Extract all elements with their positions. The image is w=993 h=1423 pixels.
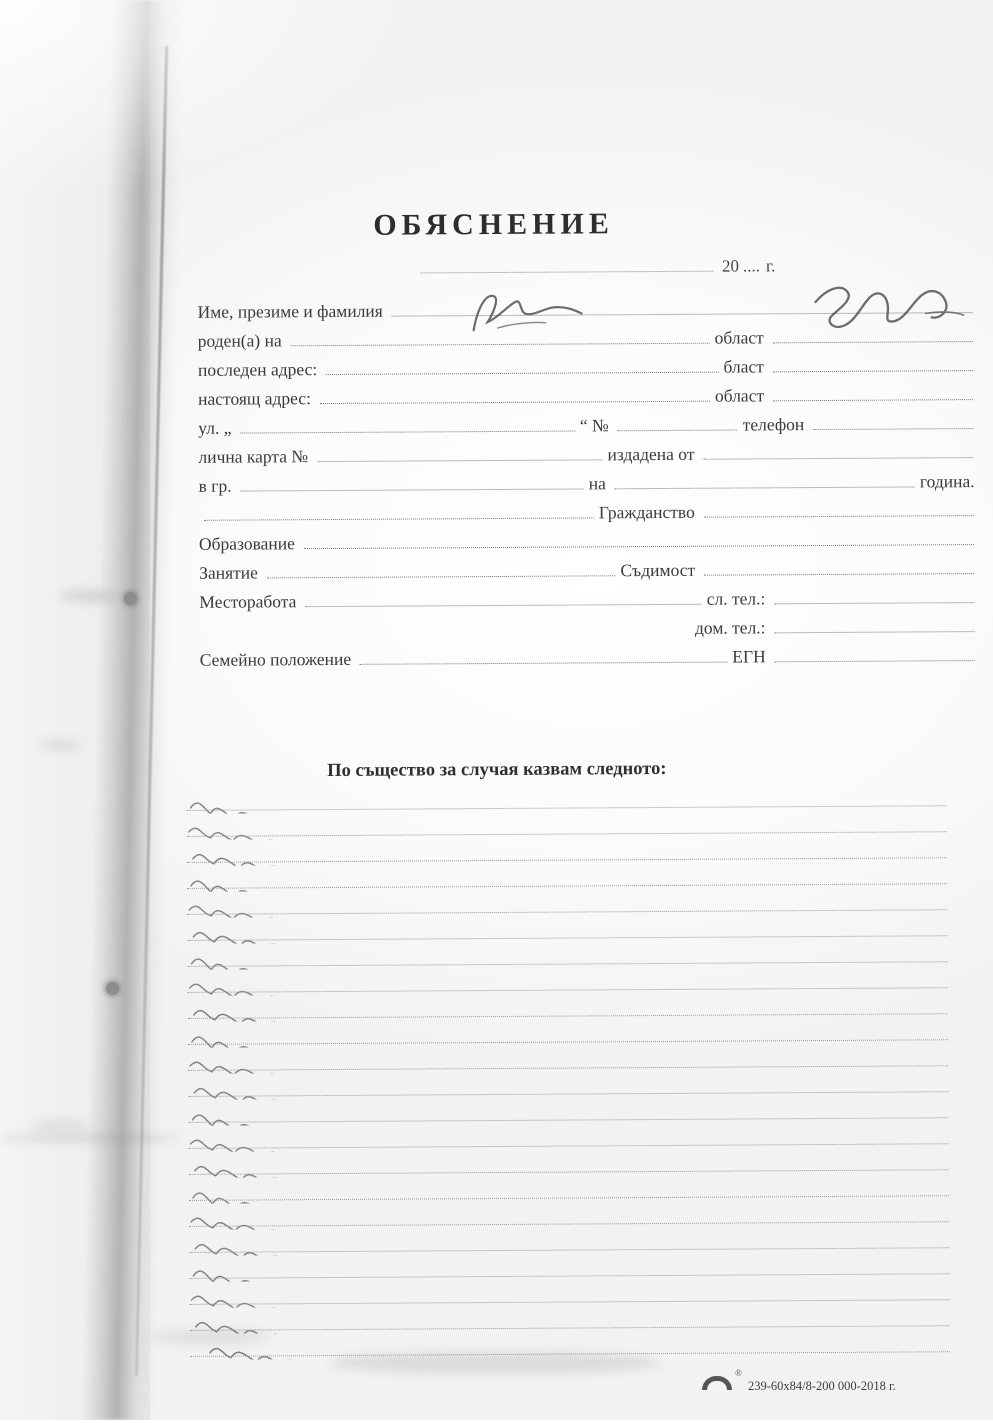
field-input-last-address-region[interactable]: [773, 369, 973, 372]
field-label-region: област: [714, 385, 765, 406]
field-input-last-address[interactable]: [326, 371, 718, 375]
field-label-issued-by: издадена от: [607, 443, 695, 465]
field-label: Семейно положение: [199, 648, 352, 670]
field-label-citizenship: Гражданство: [598, 501, 695, 523]
field-input-birth-date[interactable]: [291, 342, 710, 347]
date-year-prefix: 20: [721, 256, 740, 276]
field-label-criminal-record: Съдимост: [620, 559, 696, 581]
field-row-occupation: [199, 558, 979, 592]
field-input-marital-status[interactable]: [360, 661, 727, 665]
field-input-street-number[interactable]: [618, 429, 738, 432]
field-row-citizenship: [199, 500, 979, 534]
field-input-education[interactable]: [304, 543, 974, 549]
field-label: Занятие: [199, 562, 258, 583]
field-input-citizenship[interactable]: [704, 514, 974, 518]
field-input-current-address-region[interactable]: [773, 398, 973, 401]
date-year-suffix: г.: [765, 256, 776, 276]
field-input-egn[interactable]: [775, 659, 975, 662]
field-input-street[interactable]: [241, 430, 575, 434]
field-input-home-phone[interactable]: [775, 630, 975, 633]
footer-code: 239-60x84/8-200 000-2018 г.: [748, 1379, 896, 1393]
field-label-egn: ЕГН: [732, 646, 766, 667]
field-input-issued-city[interactable]: [241, 487, 584, 491]
field-label-year: година.: [919, 471, 975, 492]
field-input-citizenship-left[interactable]: [204, 516, 594, 520]
field-input-issued-date[interactable]: [615, 485, 915, 489]
field-label: последен адрес:: [197, 359, 318, 380]
field-input-workplace[interactable]: [305, 603, 701, 607]
field-row-id-card: [198, 442, 978, 476]
field-label: ул. „: [198, 417, 232, 438]
date-line: [415, 256, 775, 278]
field-label: в гр.: [198, 475, 232, 496]
field-label-region: област: [714, 327, 764, 348]
field-input-phone[interactable]: [813, 427, 973, 430]
field-spacer-home-phone: [205, 633, 690, 637]
form-fields: [198, 297, 980, 679]
statement-ruled-lines: [186, 783, 950, 1368]
handwritten-last-name: [807, 279, 967, 341]
date-dots-2: ....: [742, 256, 761, 276]
handwritten-first-name: [467, 287, 587, 341]
field-label: настоящ адрес:: [198, 388, 312, 409]
field-input-issued-by[interactable]: [703, 456, 973, 460]
field-row-education: [199, 529, 979, 563]
field-row-issued-city: [199, 471, 979, 505]
page-title: ОБЯСНЕНИЕ: [373, 207, 614, 242]
field-row-marital-status: [200, 645, 980, 679]
publisher-logo-icon: [702, 1372, 736, 1392]
field-label-number: “ №: [579, 415, 609, 436]
date-dots: [420, 270, 713, 274]
statement-heading: По съществo за случая казвам следното:: [327, 758, 667, 782]
registered-mark: ®: [735, 1368, 742, 1378]
field-label: роден(а) на: [197, 330, 282, 351]
field-label-on: на: [588, 473, 606, 494]
field-label-home-phone: дом. тел.:: [694, 617, 766, 638]
field-input-criminal-record[interactable]: [704, 572, 974, 576]
field-input-current-address[interactable]: [320, 400, 710, 404]
field-row-home-phone: [199, 616, 979, 650]
field-row-current-address: [198, 384, 978, 418]
field-label: Име, презиме и фамилия: [197, 300, 383, 322]
field-row-workplace: [199, 587, 979, 621]
field-label-phone: телефон: [742, 414, 805, 435]
field-input-work-phone[interactable]: [774, 601, 974, 604]
field-input-id-card[interactable]: [317, 458, 602, 462]
field-input-occupation[interactable]: [267, 574, 616, 578]
field-label-work-phone: сл. тел.:: [706, 588, 766, 609]
field-label-region: бласт: [723, 356, 764, 377]
field-row-last-address: [198, 355, 978, 389]
field-row-street: [198, 413, 978, 447]
field-label: Месторабота: [199, 591, 297, 612]
field-label: лична карта №: [198, 446, 309, 467]
field-label: Образование: [198, 533, 295, 554]
